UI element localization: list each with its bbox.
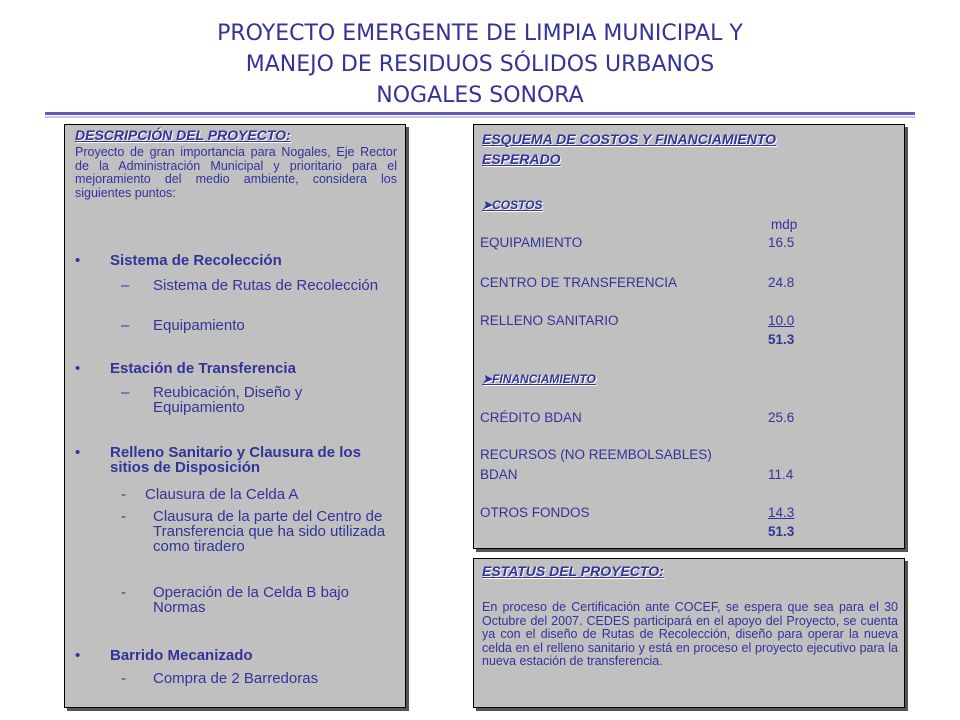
cost-label: EQUIPAMIENTO: [480, 235, 583, 250]
hyphen-icon: -: [121, 584, 126, 601]
item-reubicacion: Reubicación, Diseño y Equipamiento: [153, 384, 303, 416]
bullet-icon: •: [75, 252, 81, 269]
cost-value: 16.5: [768, 235, 795, 250]
financing-label: CRÉDITO BDAN: [480, 410, 582, 425]
title-divider: [45, 112, 915, 115]
cost-value: 24.8: [768, 275, 795, 290]
arrow-icon: ➤: [482, 372, 493, 386]
item-equipamiento: Equipamiento: [153, 317, 245, 334]
financing-label: RECURSOS (NO REEMBOLSABLES): [480, 447, 712, 462]
section-title-transferencia: Estación de Transferencia: [110, 360, 296, 377]
item-barredoras: Compra de 2 Barredoras: [153, 670, 319, 687]
section-title-relleno: Relleno Sanitario y Clausura de los sitios de Disposición: [110, 444, 361, 476]
unit-label: mdp: [771, 217, 798, 232]
dash-icon: –: [121, 384, 130, 401]
dash-icon: –: [121, 277, 130, 294]
item-rutas: Sistema de Rutas de Recolección: [153, 277, 379, 294]
status-panel: [473, 558, 905, 708]
costs-label: COSTOS: [492, 198, 543, 212]
section-title-recoleccion: Sistema de Recolección: [110, 252, 282, 269]
financing-label: FINANCIAMIENTO: [492, 372, 596, 386]
description-intro: Proyecto de gran importancia para Nogales, Eje Rector de la Administración Municipal y prioritario para el mejoramiento del medio ambiente, considera los siguientes puntos:: [75, 145, 397, 200]
hyphen-icon: -: [121, 508, 126, 525]
financing-total: 51.3: [768, 524, 795, 539]
financing-value: 14.3: [768, 505, 795, 520]
item-celda-a: Clausura de la Celda A: [145, 486, 299, 503]
costs-subheading: [482, 198, 543, 212]
bullet-icon: •: [75, 647, 81, 664]
status-heading: ESTATUS DEL PROYECTO:: [482, 563, 664, 579]
title-line-1: PROYECTO EMERGENTE DE LIMPIA MUNICIPAL Y: [217, 21, 743, 46]
hyphen-icon: -: [121, 670, 126, 687]
costs-heading-line-1: ESQUEMA DE COSTOS Y FINANCIAMIENTO: [482, 131, 777, 147]
item-centro-transferencia: Clausura de la parte del Centro de Transferencia que ha sido utilizada como tiradero: [153, 508, 386, 555]
status-text: En proceso de Certificación ante COCEF, se espera que sea para el 30 Octubre del 2007. CEDES participará en el apoyo del Proyecto, se cuenta ya con el diseño de Rutas de Recolección, diseño para operar la nueva celda en el relleno sanitario y está en proceso el proyecto ejecutivo para la nueva estación de transferencia.: [482, 600, 898, 669]
financing-value: 11.4: [768, 467, 794, 482]
section-title-barrido: Barrido Mecanizado: [110, 647, 253, 664]
cost-total: 51.3: [768, 332, 795, 347]
cost-label: CENTRO DE TRANSFERENCIA: [480, 275, 678, 290]
description-heading: DESCRIPCIÓN DEL PROYECTO:: [75, 127, 291, 143]
costs-panel: [473, 124, 905, 549]
item-celda-b: Operación de la Celda B bajo Normas: [153, 584, 349, 616]
title-line-2: MANEJO DE RESIDUOS SÓLIDOS URBANOS: [245, 52, 715, 77]
arrow-icon: ➤: [482, 198, 493, 212]
cost-label: RELLENO SANITARIO: [480, 313, 619, 328]
hyphen-icon: -: [121, 486, 126, 503]
description-panel: [64, 124, 406, 708]
financing-label: OTROS FONDOS: [480, 505, 590, 520]
financing-value: 25.6: [768, 410, 795, 425]
bullet-icon: •: [75, 444, 81, 461]
title-divider-shadow: [45, 116, 915, 118]
costs-heading: [482, 129, 776, 169]
costs-heading-line-2: ESPERADO: [482, 151, 561, 167]
slide-title: [0, 18, 960, 111]
bullet-icon: •: [75, 360, 81, 377]
dash-icon: –: [121, 317, 130, 334]
cost-value: 10.0: [768, 313, 795, 328]
title-line-3: NOGALES SONORA: [376, 83, 584, 108]
financing-label: BDAN: [480, 467, 518, 482]
financing-subheading: [482, 372, 596, 386]
